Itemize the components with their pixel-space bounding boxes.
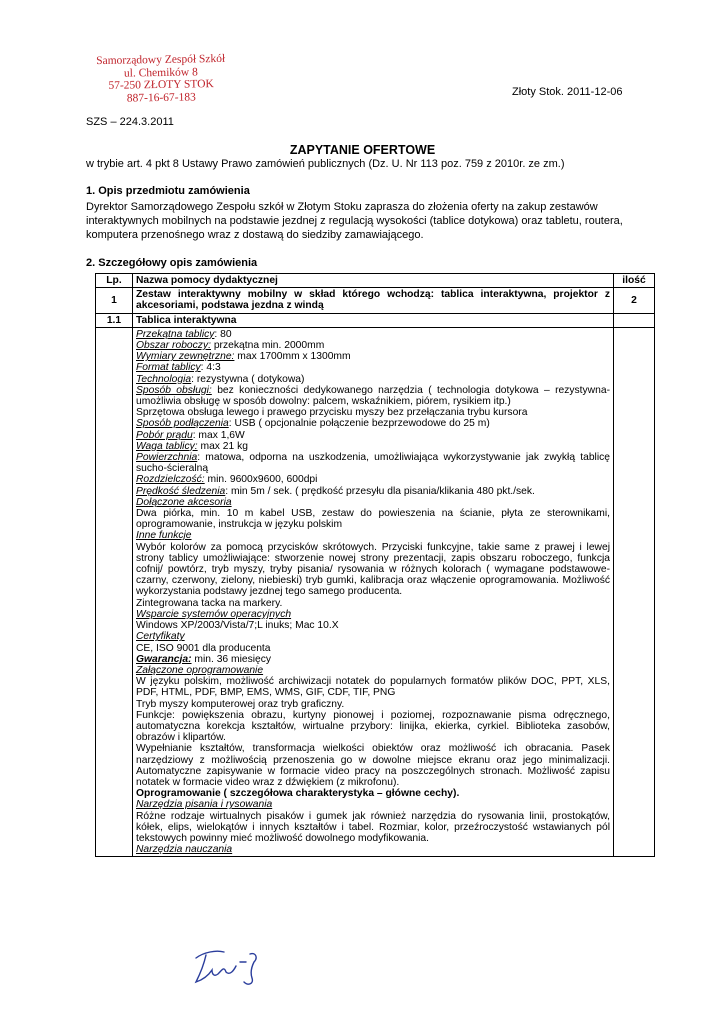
spec-wypelnianie: Wypełnianie kształtów, transformacja wielkości obiektów oraz możliwość ich obracania. Pasek narzędziowy z możliwością przenoszenia go w dowolne miejsce ekranu oraz jego minimalizacji. Automatyczne zapisywanie w formacie video pracy na poszczególnych stronach. Możliwość zapisu notatek w formacie video wraz z dźwiękiem (z mikrofonu).	[136, 743, 610, 788]
reference-number: SZS – 224.3.2011	[86, 116, 174, 128]
spec-details	[133, 327, 614, 857]
spec-sposob-obslugi: Sposób obsługi: bez konieczności dedykowanego narzędzia ( technologia dotykowa – rezystywna- umożliwia obsługę w sposób dowolny: palcem, wskaźnikiem, piórem, rysikiem itp.)	[136, 384, 610, 408]
spec-nauczania-label: Narzędzia nauczania	[136, 844, 233, 856]
spec-inne-label: Inne funkcje	[136, 530, 192, 542]
spec-powierzchnia: Powierzchnia: matowa, odporna na uszkodzenia, umożliwiająca wykorzystywanie jak zwykłą tablicę sucho-ścieralną	[136, 452, 610, 475]
row-1-1-qty	[614, 313, 655, 327]
school-stamp	[86, 53, 237, 106]
spec-wsparcie-value: Windows XP/2003/Vista/7;L inuks; Mac 10.X	[136, 620, 339, 632]
header-name: Nazwa pomocy dydaktycznej	[133, 274, 614, 288]
spec-certyfikaty-label: Certyfikaty	[136, 631, 185, 643]
table-header-row	[96, 274, 655, 288]
handwritten-signature	[190, 944, 270, 988]
spec-narzedzia-label: Narzędzia pisania i rysowania	[136, 799, 273, 811]
section-1-heading: 1. Opis przedmiotu zamówienia	[86, 185, 250, 197]
row-1-name: Zestaw interaktywny mobilny w skład którego wchodzą: tablica interaktywna, projektor z akcesoriami, podstawa jezdna z windą	[133, 288, 614, 313]
row-1-lp: 1	[96, 288, 133, 313]
spec-predkosc: Prędkość śledzenia: min 5m / sek. ( prędkość przesyłu dla pisania/klikania 480 pkt./sek.	[136, 485, 535, 497]
spec-oprogramowanie-heading: Oprogramowanie ( szczegółowa charakterystyka – główne cechy).	[136, 788, 460, 800]
spec-lp-cell	[96, 327, 133, 857]
header-lp: Lp.	[96, 274, 133, 288]
section-2-heading: 2. Szczegółowy opis zamówienia	[86, 257, 258, 269]
spec-wymiary: Wymiary zewnętrzne: max 1700mm x 1300mm	[136, 351, 351, 363]
table-row	[96, 327, 655, 857]
order-specification-table	[95, 273, 655, 857]
table-row	[96, 313, 655, 327]
document-date: Złoty Stok. 2011-12-06	[512, 86, 623, 98]
table-row	[96, 288, 655, 313]
spec-gwarancja: Gwarancja: min. 36 miesięcy	[136, 653, 272, 665]
spec-narzedzia-value: Różne rodzaje wirtualnych pisaków i gumek jak również narzędzia do rysowania linii, prostokątów, kółek, elips, wielokątów i innych kształtów i tabel. Rozmiar, kolor, przeźroczystość wstawianych pól tekstowych powinny mieć możliwość dowolnego modyfikowania.	[136, 810, 610, 844]
spec-wsparcie-label: Wsparcie systemów operacyjnych	[136, 608, 292, 620]
spec-tryb-myszy: Tryb myszy komputerowej oraz tryb graficzny.	[136, 698, 345, 710]
spec-funkcje: Funkcje: powiększenia obrazu, kurtyny pionowej i poziomej, rozpoznawanie pisma odręcznego, automatyczna korekcja kształtów, wirtualne przybory: linijka, ekierka, cyrkiel. Biblioteka zasobów, obrazów i klipartów.	[136, 709, 610, 744]
stamp-line-4: 887-16-67-183	[126, 90, 196, 105]
spec-qty-cell	[614, 327, 655, 857]
spec-zalaczone-value: W języku polskim, możliwość archiwizacji notatek do popularnych formatów plików DOC, PPT, XLS, PDF, HTML, PDF, BMP, EMS, WMS, GIF, CDF, TIF, PNG	[136, 676, 610, 699]
spec-pobor: Pobór prądu: max 1,6W	[136, 429, 245, 441]
row-1-qty: 2	[614, 288, 655, 313]
stamp-line-3: 57-250 ZŁOTY STOK	[108, 78, 214, 92]
spec-tacka: Zintegrowana tacka na markery.	[136, 597, 283, 609]
page-title: ZAPYTANIE OFERTOWE	[289, 143, 436, 157]
stamp-line-1: Samorządowy Zespół Szkół	[96, 52, 226, 68]
spec-rozdzielczosc: Rozdzielczość: min. 9600x9600, 600dpi	[136, 474, 318, 486]
spec-obszar: Obszar roboczy: przekątna min. 2000mm	[136, 340, 325, 352]
spec-przekatna: Przekątna tablicy: 80	[136, 328, 232, 340]
spec-format: Format tablicy: 4:3	[136, 362, 221, 374]
spec-waga: Waga tablicy: max 21 kg	[136, 440, 248, 452]
spec-certyfikaty-value: CE, ISO 9001 dla producenta	[136, 642, 271, 654]
row-1-1-lp: 1.1	[96, 313, 133, 327]
row-1-1-title: Tablica interaktywna	[133, 313, 614, 327]
spec-technologia: Technologia: rezystywna ( dotykowa)	[136, 373, 305, 385]
spec-inne-value: Wybór kolorów za pomocą przycisków skrótowych. Przyciski funkcyjne, takie same z prawej i lewej strony tablicy umożliwiające: stworzenie nowej strony prezentacji, zapis obszaru roboczego, funkcja cofnij/ powtórz, tryb myszy, tryby pisania/ rysowania w różnych kolorach ( wymagane podstawowe- czarny, czerwony, zielony, niebieski) tryb gumki, kalibracja oraz włączenie oprogramowania. Możliwość wykorzystania podstawy jezdnej tego samego producenta.	[136, 541, 610, 598]
spec-akcesoria-value: Dwa piórka, min. 10 m kabel USB, zestaw do powieszenia na ścianie, płyta ze sterownikami, oprogramowanie, instrukcja w języku polskim	[136, 508, 610, 531]
stamp-line-2: ul. Chemików 8	[123, 65, 198, 80]
spec-akcesoria-label: Dołączone akcesoria	[136, 496, 232, 508]
spec-sprzetowa: Sprzętowa obsługa lewego i prawego przycisku myszy bez przełączania trybu kursora	[136, 407, 528, 419]
legal-basis: w trybie art. 4 pkt 8 Ustawy Prawo zamówień publicznych (Dz. U. Nr 113 poz. 759 z 2010r. ze zm.)	[86, 158, 565, 170]
header-qty: ilość	[614, 274, 655, 288]
section-1-text: Dyrektor Samorządowego Zespołu szkół w Złotym Stoku zaprasza do złożenia oferty na zakup zestawów interaktywnych mobilnych na podstawie jezdnej z regulacją wysokości (tablice dotykowa) oraz tabletu, routera, komputera przenośnego wraz z dostawą do siedziby zamawiającego.	[86, 201, 623, 241]
spec-podlaczenie: Sposób podłączenia: USB ( opcjonalnie połączenie bezprzewodowe do 25 m)	[136, 418, 490, 430]
spec-zalaczone-label: Załączone oprogramowanie	[136, 664, 264, 676]
